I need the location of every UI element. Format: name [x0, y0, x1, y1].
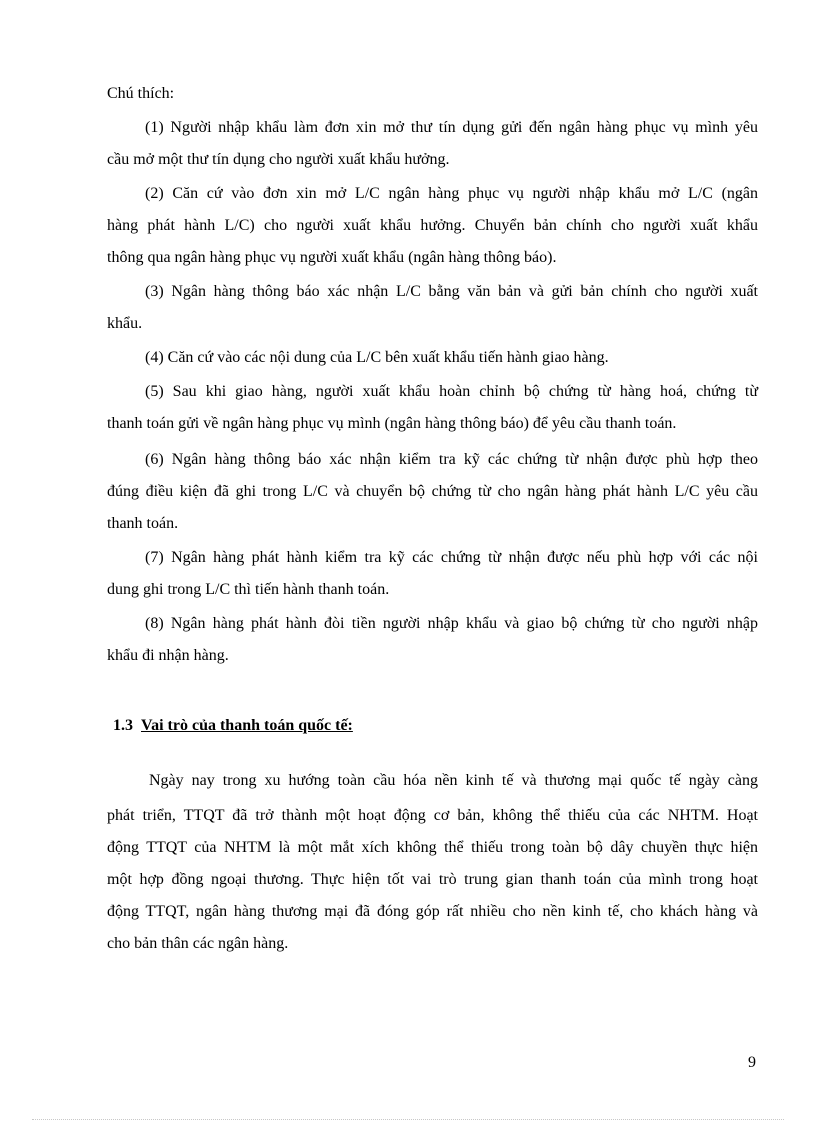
note-7-line-1: (7) Ngân hàng phát hành kiểm tra kỹ các chứng từ nhận được nếu phù hợp với các nội: [145, 549, 758, 566]
paragraph-line-2: phát triển, TTQT đã trở thành một hoạt động cơ bản, không thể thiếu của các NHTM. Hoạt: [107, 807, 758, 824]
note-6-line-2: đúng điều kiện đã ghi trong L/C và chuyển bộ chứng từ cho ngân hàng phát hành L/C yêu cầu: [107, 483, 758, 500]
section-number: 1.3: [113, 717, 133, 734]
note-8-line-1: (8) Ngân hàng phát hành đòi tiền người nhập khẩu và giao bộ chứng từ cho người nhập: [145, 615, 758, 632]
note-7-line-2: dung ghi trong L/C thì tiến hành thanh toán.: [107, 581, 390, 598]
paragraph-line-1: Ngày nay trong xu hướng toàn cầu hóa nền kinh tế và thương mại quốc tế ngày càng: [149, 772, 758, 789]
paragraph-line-3: động TTQT của NHTM là một mắt xích không thể thiếu trong toàn bộ dây chuyền thực hiện: [107, 839, 758, 856]
section-title: Vai trò của thanh toán quốc tế:: [141, 717, 353, 734]
note-2-line-2: hàng phát hành L/C) cho người xuất khẩu hưởng. Chuyển bản chính cho người xuất khẩu: [107, 217, 758, 234]
note-3-line-1: (3) Ngân hàng thông báo xác nhận L/C bằng văn bản và gửi bản chính cho người xuất: [145, 283, 758, 300]
note-5-line-1: (5) Sau khi giao hàng, người xuất khẩu hoàn chỉnh bộ chứng từ hàng hoá, chứng từ: [145, 383, 758, 400]
note-2-line-1: (2) Căn cứ vào đơn xin mở L/C ngân hàng phục vụ người nhập khẩu mở L/C (ngân: [145, 185, 758, 202]
note-5-line-2: thanh toán gửi về ngân hàng phục vụ mình (ngân hàng thông báo) để yêu cầu thanh toán.: [107, 415, 677, 432]
note-8-line-2: khẩu đi nhận hàng.: [107, 647, 229, 664]
note-label: Chú thích:: [107, 85, 175, 102]
note-4-line-1: (4) Căn cứ vào các nội dung của L/C bên xuất khẩu tiến hành giao hàng.: [145, 349, 609, 366]
note-1-line-2: cầu mở một thư tín dụng cho người xuất khẩu hưởng.: [107, 151, 450, 168]
note-1-line-1: (1) Người nhập khẩu làm đơn xin mở thư tín dụng gửi đến ngân hàng phục vụ mình yêu: [145, 119, 758, 136]
note-6-line-3: thanh toán.: [107, 515, 179, 532]
note-3-line-2: khẩu.: [107, 315, 143, 332]
paragraph-line-4: một hợp đồng ngoại thương. Thực hiện tốt vai trò trung gian thanh toán của mình trong hoạt: [107, 871, 758, 888]
note-6-line-1: (6) Ngân hàng thông báo xác nhận kiểm tra kỹ các chứng từ nhận được phù hợp theo: [145, 451, 758, 468]
paragraph-line-5: động TTQT, ngân hàng thương mại đã đóng góp rất nhiều cho nền kinh tế, cho khách hàng và: [107, 903, 758, 920]
paragraph-line-6: cho bản thân các ngân hàng.: [107, 935, 289, 952]
footer-divider: [32, 1119, 784, 1120]
page-number: 9: [748, 1054, 756, 1071]
section-heading: [113, 716, 353, 736]
note-2-line-3: thông qua ngân hàng phục vụ người xuất khẩu (ngân hàng thông báo).: [107, 249, 557, 266]
